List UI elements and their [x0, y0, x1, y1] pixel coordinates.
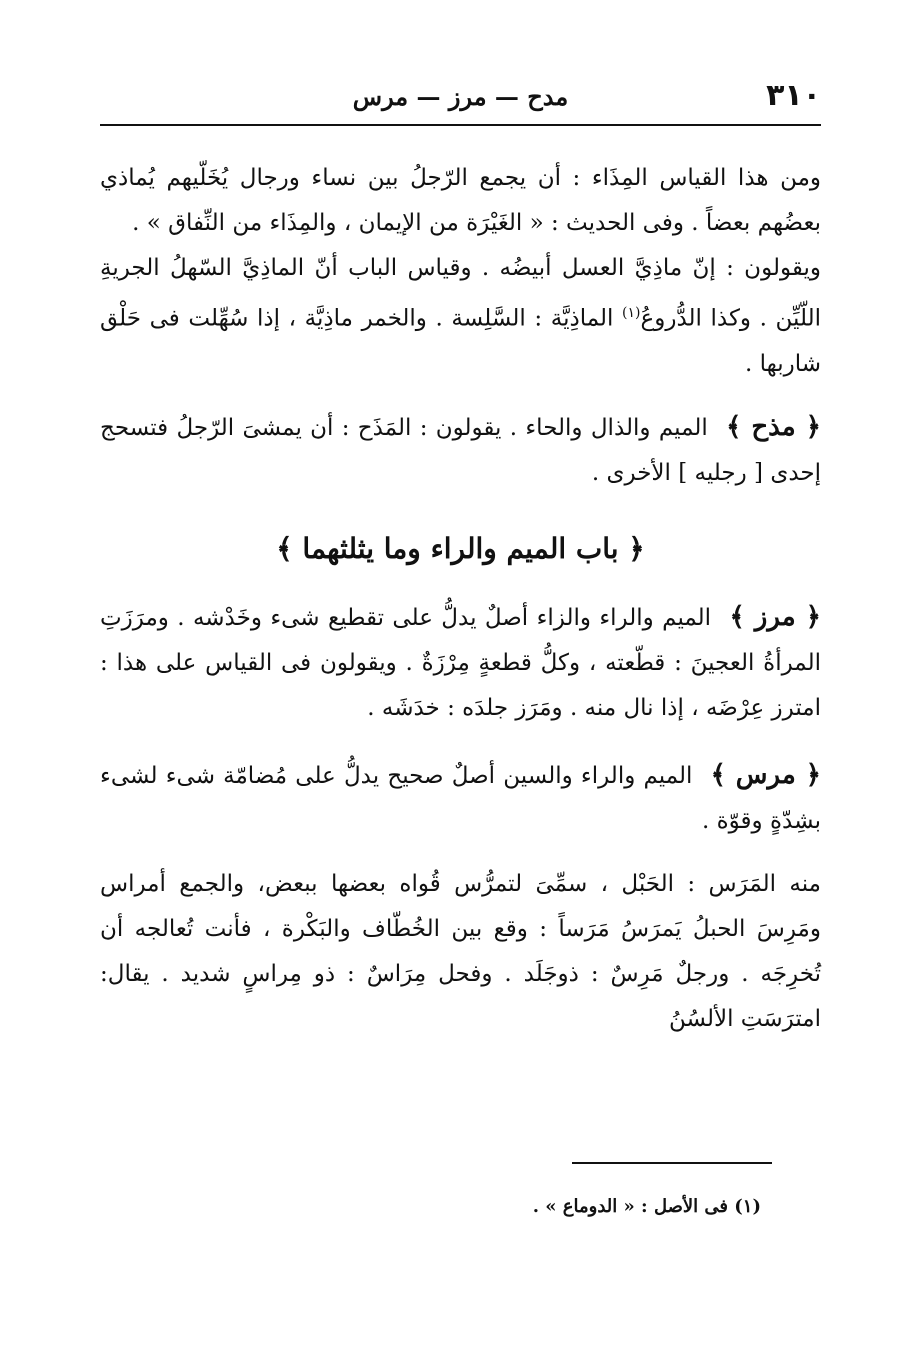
entry-madah: [100, 405, 821, 496]
entry-marz: [100, 595, 821, 731]
entry-heading-marz: ﴿ مرز ﴾: [729, 601, 821, 632]
paragraph-maras: منه المَرَس : الحَبْل ، سمِّىَ لتمرُّس قُواه بعضها ببعض، والجمع أمراس ومَرِسَ الحبلُ يَمرَسُ مَرَساً : وقع بين الخُطّاف والبَكْرة ، فأنت تُعالجه أن تُخرِجَه . ورجلٌ مَرِسٌ : ذوجَلَد . وفحل مِرَاسٌ : ذو مِراسٍ شديد . يقال: امترَسَتِ الألسُنُ: [100, 870, 821, 1032]
footnote-reference: (١): [622, 305, 641, 321]
footnote: (١) فى الأصل : « الدوماع » .: [532, 1196, 761, 1217]
page-body: [100, 156, 821, 1042]
footnote-rule: [572, 1162, 772, 1164]
paragraph-madhi: [100, 246, 821, 387]
entry-heading-madah: ﴿ مذح ﴾: [726, 411, 821, 442]
entry-madah-text: الميم والذال والحاء . يقولون : المَذَح : أن يمشىَ الرّجلُ فتسحج إحدى [ رجليه ] الأخرى .: [100, 414, 821, 486]
page-number: ٣١٠: [766, 78, 821, 113]
section-title: ﴿ باب الميم والراء وما يثلثهما ﴾: [276, 531, 645, 565]
paragraph-madhi-end: الماذِيَّة : السَّلِسة . والخمر ماذِيَّة ، إذا سُهِّلت فى حَلْق شاربها .: [100, 305, 821, 377]
paragraph-madhi-text: ويقولون : إنّ ماذِيَّ العسل أبيضُه . وقياس الباب أنّ الماذِيَّ السّهلُ الجريةِ اللّيِّن . وكذا الدُّروعُ: [100, 255, 821, 332]
entry-mars: [100, 753, 821, 844]
paragraph-mitha: ومن هذا القياس المِذَاء : أن يجمع الرّجلُ بين نساء ورجال يُخَلّيهم يُماذي بعضُهم بعضاً . وفى الحديث : « الغَيْرَة من الإيمان ، والمِذَاء من النِّفاق » .: [100, 165, 821, 236]
entry-mars-text: الميم والراء والسين أصلٌ صحيح يدلُّ على مُضامّة شىء لشىء بشِدّةٍ وقوّة .: [100, 762, 821, 834]
entry-heading-mars: ﴿ مرس ﴾: [710, 759, 821, 790]
header-rule: [100, 124, 821, 126]
running-title: مدح — مرز — مرس: [352, 82, 569, 111]
entry-marz-text: الميم والراء والزاء أصلٌ يدلُّ على تقطيع شىء وخَدْشه . ومرَزَتِ المرأةُ العجينَ : قطّعته ، وكلُّ قطعةٍ مِرْزَةٌ . ويقولون فى القياس على هذا : امترز عِرْضَه ، إذا نال منه . ومَرَز جلدَه : خدَشَه .: [100, 604, 821, 721]
page-header: [100, 78, 821, 122]
